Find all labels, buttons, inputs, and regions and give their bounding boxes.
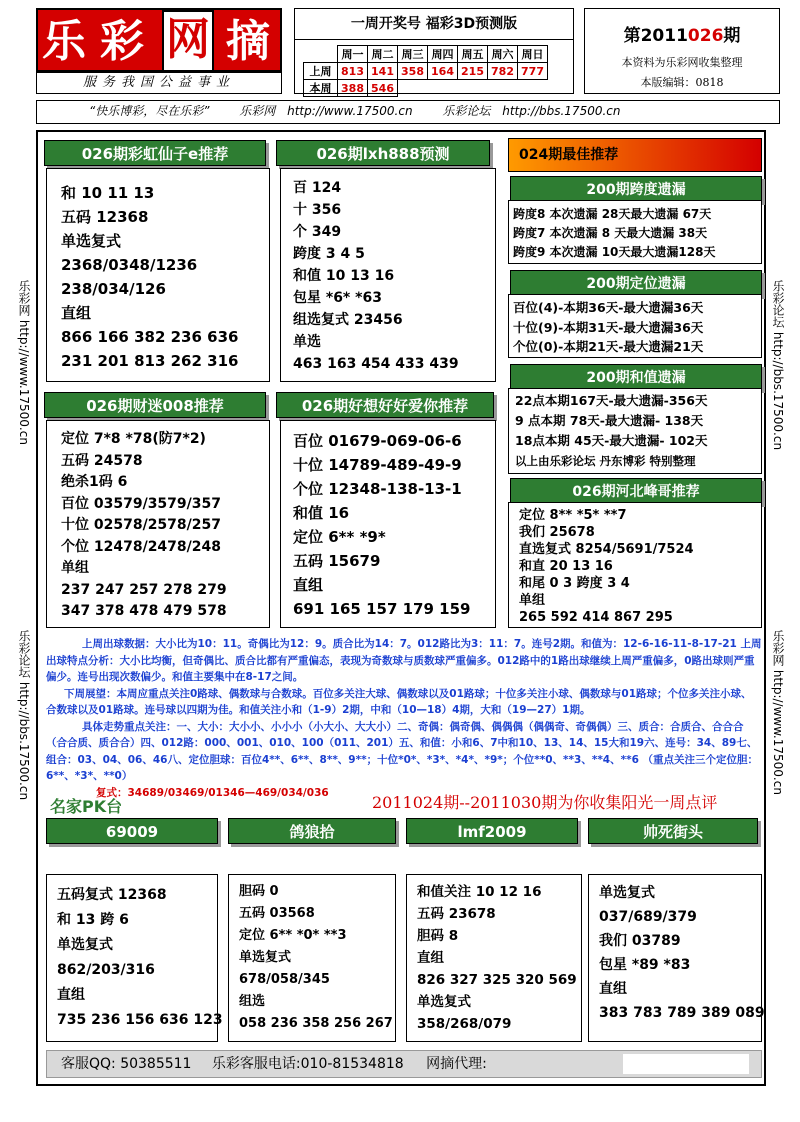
panel4-line: 百位 01679-069-06-6: [293, 432, 462, 450]
hb-line: 定位 8** *5* **7: [519, 508, 627, 523]
pk3-line: 五码 23678: [417, 906, 496, 922]
panel1-title: 026期彩虹仙子e推荐: [44, 140, 266, 166]
pk2-line: 678/058/345: [239, 972, 330, 987]
day-4: 周四: [428, 46, 458, 63]
day-6: 周六: [488, 46, 518, 63]
this-week-2: 546: [368, 80, 398, 97]
panel1-body: [46, 168, 270, 382]
pk2-line: 五码 03568: [239, 906, 315, 921]
pk4-line: 单选复式: [599, 885, 655, 901]
panel2-line: 十 356: [293, 202, 342, 218]
panel1-line: 866 166 382 236 636: [61, 328, 239, 346]
panel1-line: 238/034/126: [61, 280, 166, 298]
hb-title: 026期河北峰哥推荐: [510, 478, 762, 504]
panel4-line: 和值 16: [293, 504, 350, 522]
panel1-line: 和 10 11 13: [61, 184, 155, 202]
pos-line: 百位(4)-本期36天-最大遗漏36天: [513, 300, 704, 315]
span-line: 跨度9 本次遗漏 10天最大遗漏128天: [513, 245, 716, 259]
panel1-line: 单选复式: [61, 232, 122, 250]
panel2-line: 单选: [293, 334, 321, 350]
draw-table: [303, 45, 548, 97]
last-week-4: 164: [428, 63, 458, 80]
panel2-line: 跨度 3 4 5: [293, 246, 365, 262]
last-week-6: 782: [488, 63, 518, 80]
editor-note: 本版编辑：0818: [640, 76, 724, 89]
banner-url2[interactable]: http://bbs.17500.cn: [502, 104, 621, 118]
panel2-body: [280, 168, 496, 382]
last-week-label: 上周: [304, 63, 338, 80]
best-title: 024期最佳推荐: [508, 138, 762, 172]
source-note: 本资料为乐彩网收集整理: [621, 56, 743, 69]
last-week-5: 215: [458, 63, 488, 80]
banner-site1: 乐彩网: [239, 104, 276, 118]
analysis-p2: 下周展望：本周应重点关注0路球、偶数球与合数球。百位多关注大球、偶数球以及01路球；十位多关注小球、偶数球与01路球；个位多关注小球、合数球以及01路球。连号球以四期为佳。和值关注小和（1-9）2期，中和（10—18）4期，大和（19—27）1期。: [46, 687, 752, 716]
panel3-line: 个位 12478/2478/248: [61, 538, 221, 555]
pk2-body: [228, 874, 396, 1042]
pk1-line: 直组: [57, 987, 85, 1003]
banner-site2: 乐彩论坛: [442, 104, 491, 118]
issue-suffix: 期: [723, 26, 741, 46]
pos-line: 个位(0)-本期21天-最大遗漏21天: [513, 339, 704, 354]
pk1-line: 和 13 跨 6: [57, 912, 129, 928]
pk1-line: 五码复式 12368: [57, 887, 167, 903]
issue-prefix: 第2011: [623, 26, 688, 46]
panel4-line: 五码 15679: [293, 552, 381, 570]
issue-title: [585, 21, 779, 46]
panel1-line: 231 201 813 262 316: [61, 352, 239, 370]
analysis: [46, 636, 762, 799]
footer: [46, 1050, 762, 1078]
logo-char-2: 彩: [100, 16, 144, 67]
panel4-line: 直组: [293, 576, 324, 594]
analysis-p3: 具体走势重点关注：一、大小：大小小、小小小（小大小、大大小）二、奇偶：偶奇偶、偶偶偶（偶偶奇、奇偶偶）三、质合：合质合、合合合（合合质、质合合）四、012路：000、001、010、100（011、201）五、和值：小和6、7中和10、13、14、15大和19六、连号：34、89七、组合：03、04、06、46八、定位胆球：百位4**、6**、8**、9**；十位*0*、*3*、*4*、*9*；个位**0、**3、**4、**6 （重点关注三个定位胆：6**、*3*、**0）: [46, 720, 759, 782]
issue-number: 026: [687, 26, 724, 46]
panel4-title: 026期好想好好爱你推荐: [276, 392, 494, 418]
pos-title: 200期定位遗漏: [510, 270, 762, 296]
side-right-top: 乐彩论坛 http://bbs.17500.cn: [771, 280, 785, 451]
panel2-line: 和值 10 13 16: [293, 268, 395, 284]
panel1-line: 直组: [61, 304, 92, 322]
pk2-line: 定位 6** *0* **3: [239, 928, 347, 943]
span-body: [508, 200, 762, 264]
logo: [36, 8, 282, 72]
panel4-line: 691 165 157 179 159: [293, 600, 471, 618]
side-left-bottom: 乐彩论坛 http://bbs.17500.cn: [17, 630, 31, 801]
footer-agent: 网摘代理:: [426, 1056, 487, 1072]
last-week-3: 358: [398, 63, 428, 80]
banner-quote: “快乐博彩，尽在乐彩”: [89, 104, 210, 118]
sum-body: [508, 388, 762, 474]
draw-title: 一周开奖号 福彩3D预测版: [295, 9, 573, 40]
pk3-line: 826 327 325 320 569: [417, 972, 577, 988]
pk3-line: 胆码 8: [417, 928, 459, 944]
pk1-title: 69009: [46, 818, 218, 844]
hb-line: 和直 20 13 16: [519, 559, 613, 574]
pk4-line: 直组: [599, 981, 627, 997]
pk4-title: 帅死街头: [588, 818, 758, 844]
sum-line: 22点本期167天-最大遗漏-356天: [515, 393, 708, 408]
logo-char-3: 网: [162, 10, 214, 72]
hb-line: 265 592 414 867 295: [519, 610, 673, 625]
last-week-2: 141: [368, 63, 398, 80]
slogan: 服务我国公益事业: [36, 72, 282, 94]
pk4-line: 我们 03789: [599, 933, 681, 949]
footer-qq: 客服QQ: 50385511: [61, 1056, 192, 1072]
pk4-body: [588, 874, 765, 1042]
analysis-p4: 复式：34689/03469/01346—469/034/036: [96, 786, 329, 799]
panel4-line: 十位 14789-489-49-9: [293, 456, 462, 474]
pk2-line: 单选复式: [239, 950, 292, 965]
panel3-line: 单组: [61, 560, 89, 576]
pos-body: [508, 294, 762, 358]
pk2-line: 058 236 358 256 267: [239, 1016, 393, 1031]
pk-caption: 2011024期--2011030期为你收集阳光一周点评: [372, 793, 718, 812]
pk2-line: 胆码 0: [239, 884, 279, 899]
panel4-line: 个位 12348-138-13-1: [293, 480, 462, 498]
hb-line: 我们 25678: [519, 525, 595, 540]
panel3-line: 百位 03579/3579/357: [61, 495, 221, 512]
pk1-line: 单选复式: [57, 937, 113, 953]
pk1-body: [46, 874, 223, 1042]
day-3: 周三: [398, 46, 428, 63]
day-7: 周日: [518, 46, 548, 63]
pk1-line: 862/203/316: [57, 962, 155, 978]
span-line: 跨度7 本次遗漏 8 天最大遗漏 38天: [513, 226, 708, 240]
hb-line: 直选复式 8254/5691/7524: [519, 542, 694, 557]
pk-label: 名家PK台: [50, 797, 123, 816]
sum-line: 9 点本期 78天-最大遗漏- 138天: [515, 413, 704, 428]
pk3-body: [406, 874, 582, 1042]
side-left-top: 乐彩网 http://www.17500.cn: [17, 280, 31, 445]
panel3-line: 十位 02578/2578/257: [61, 517, 221, 533]
pk4-line: 383 783 789 389 089: [599, 1005, 765, 1021]
day-2: 周二: [368, 46, 398, 63]
panel3-line: 347 378 478 479 578: [61, 603, 227, 619]
pk3-line: 和值关注 10 12 16: [417, 884, 542, 900]
pk2-line: 组选: [239, 994, 266, 1009]
logo-char-1: 乐: [42, 16, 86, 67]
draw-panel: [294, 8, 574, 94]
panel3-line: 237 247 257 278 279: [61, 581, 227, 598]
panel2-line: 包星 *6* *63: [293, 290, 382, 306]
last-week-1: 813: [338, 63, 368, 80]
panel2-line: 463 163 454 433 439: [293, 356, 459, 372]
panel4-line: 定位 6** *9*: [293, 528, 386, 546]
pk4-line: 包星 *89 *83: [599, 957, 691, 973]
panel3-body: [46, 420, 270, 628]
span-line: 跨度8 本次遗漏 28天最大遗漏 67天: [513, 207, 712, 221]
panel2-line: 百 124: [293, 180, 342, 196]
sum-note: 以上由乐彩论坛 丹东博彩 特别整理: [515, 454, 696, 468]
panel1-line: 2368/0348/1236: [61, 256, 198, 274]
day-1: 周一: [338, 46, 368, 63]
pk3-line: 直组: [417, 950, 444, 966]
day-5: 周五: [458, 46, 488, 63]
logo-char-4: 摘: [226, 16, 270, 67]
hb-line: 单组: [519, 593, 546, 608]
panel3-line: 绝杀1码 6: [61, 474, 128, 490]
span-title: 200期跨度遗漏: [510, 176, 762, 202]
panel2-title: 026期lxh888预测: [276, 140, 490, 166]
pk3-line: 单选复式: [417, 994, 471, 1010]
side-right-bottom: 乐彩网 http://www.17500.cn: [771, 630, 785, 795]
this-week-1: 388: [338, 80, 368, 97]
banner-url1[interactable]: http://www.17500.cn: [287, 104, 413, 118]
pos-line: 十位(9)-本期31天-最大遗漏36天: [513, 319, 704, 335]
pk1-line: 735 236 156 636 123: [57, 1012, 223, 1028]
hb-line: 和尾 0 3 跨度 3 4: [519, 576, 630, 591]
pk4-line: 037/689/379: [599, 909, 697, 925]
pk2-title: 鸽狼拾: [228, 818, 396, 844]
sum-title: 200期和值遗漏: [510, 364, 762, 390]
panel4-body: [280, 420, 496, 628]
last-week-7: 777: [518, 63, 548, 80]
issue-panel: [584, 8, 780, 94]
panel3-line: 五码 24578: [61, 452, 143, 469]
analysis-p1: 上周出球数据：大小比为10：11。奇偶比为12：9。质合比为14：7。012路比为3：11：7。连号2期。和值为：12-6-16-11-8-17-21 上周出球特点分析：大小比均衡，但奇偶比、质合比都有严重偏态，表现为奇数球与质数球严重偏多。012路中的1路出球继续上周严重偏多，0路出球则严重偏少。连号出现次数偏少。和值主要集中在8-17之间。: [46, 638, 762, 683]
panel3-line: 定位 7*8 *78(防7*2): [61, 431, 206, 447]
pk3-line: 358/268/079: [417, 1016, 512, 1032]
panel2-line: 个 349: [293, 224, 342, 240]
pk3-title: lmf2009: [406, 818, 578, 844]
footer-phone: 乐彩客服电话:010-81534818: [211, 1056, 404, 1072]
agent-blank: [623, 1054, 749, 1074]
this-week-label: 本周: [304, 80, 338, 97]
sum-line: 18点本期 45天-最大遗漏- 102天: [515, 433, 708, 448]
hb-body: [508, 502, 762, 628]
banner: [36, 100, 780, 124]
panel2-line: 组选复式 23456: [293, 312, 403, 328]
panel1-line: 五码 12368: [61, 208, 149, 226]
panel3-title: 026期财迷008推荐: [44, 392, 266, 418]
